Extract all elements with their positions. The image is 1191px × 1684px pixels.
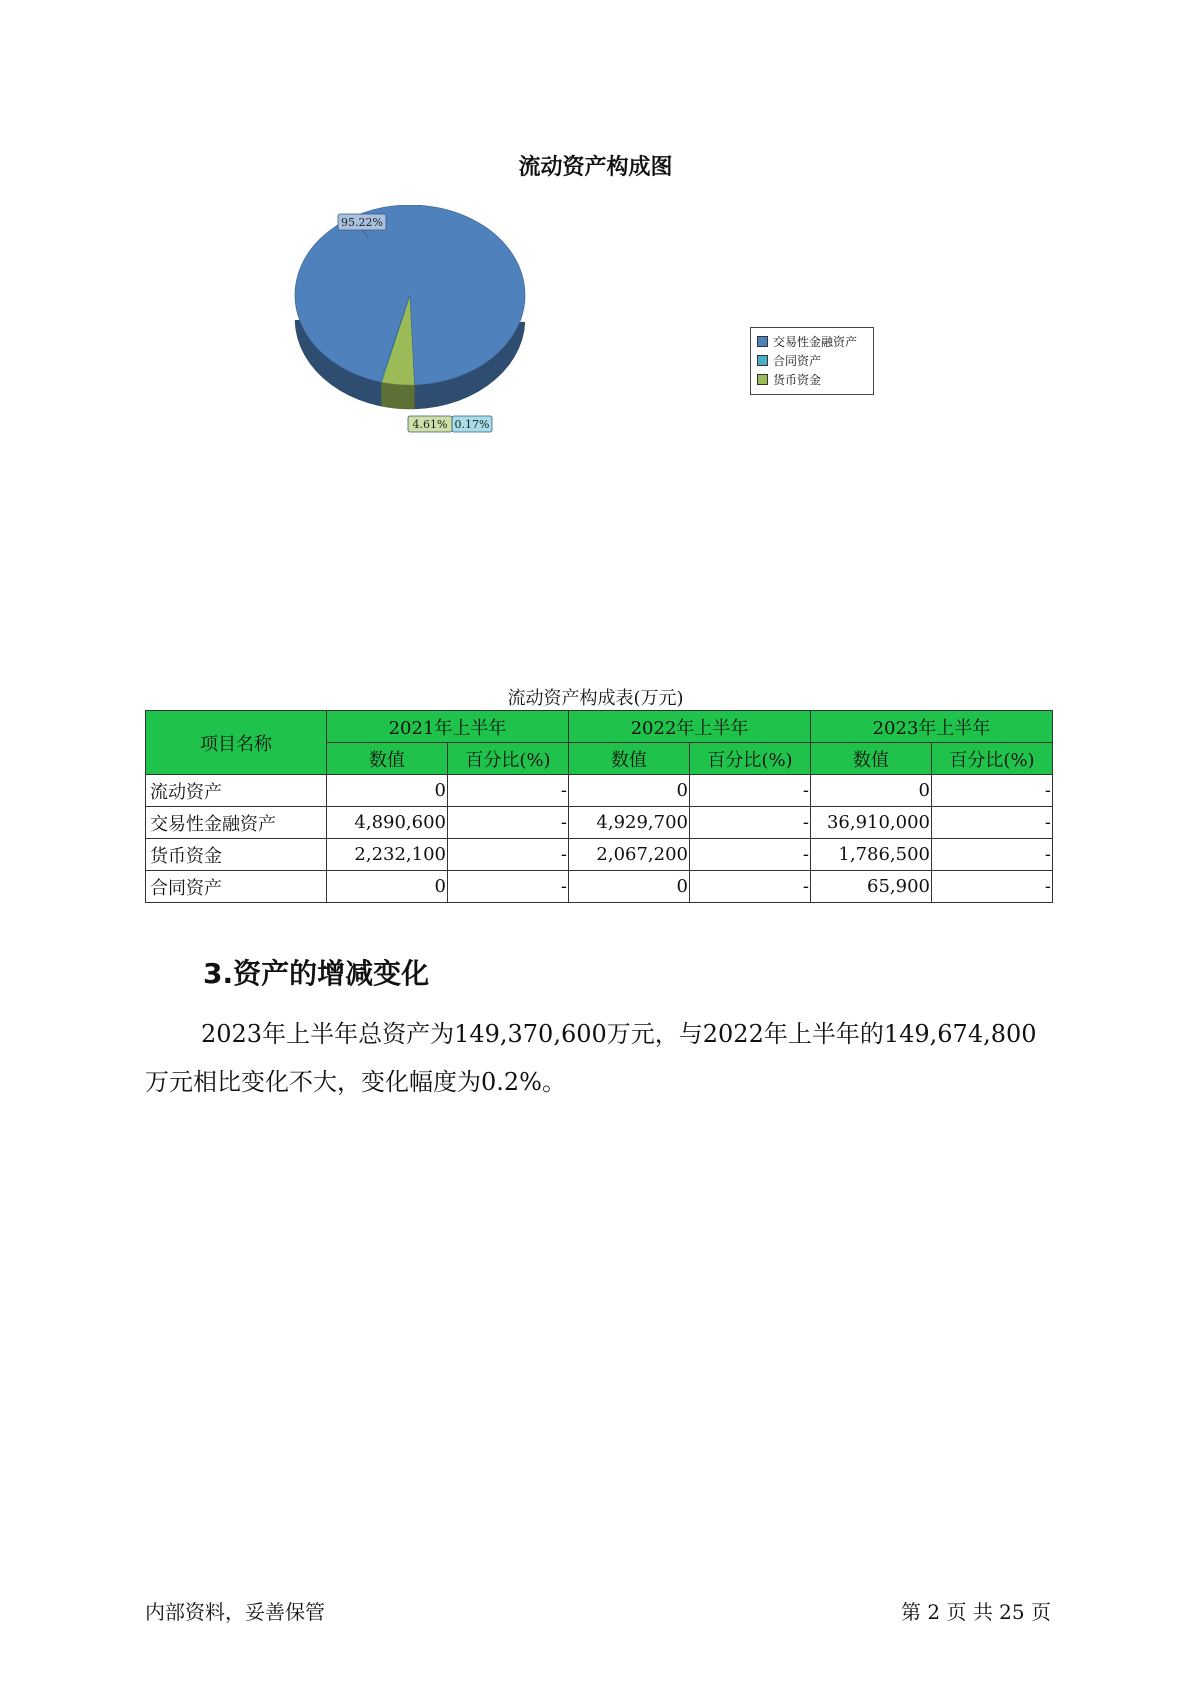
cell-percent: -: [932, 807, 1053, 839]
subheader-value: 数值: [569, 743, 690, 775]
subheader-percent: 百分比(%): [690, 743, 811, 775]
table-header-row: [146, 711, 1053, 743]
cell-percent: -: [932, 775, 1053, 807]
table-caption: 流动资产构成表(万元): [507, 688, 684, 709]
chart-title: 流动资产构成图: [518, 155, 673, 180]
footer-confidential: 内部资料，妥善保管: [145, 1600, 325, 1624]
header-period: 2023年上半年: [811, 711, 1053, 743]
table-row: [146, 775, 1053, 807]
cell-percent: -: [932, 839, 1053, 871]
subheader-value: 数值: [811, 743, 932, 775]
cell-value: 0: [569, 871, 690, 903]
cell-value: 4,890,600: [327, 807, 448, 839]
cell-percent: -: [448, 839, 569, 871]
legend-item: [757, 332, 867, 351]
header-period: 2021年上半年: [327, 711, 569, 743]
pie-data-label: [452, 416, 492, 432]
table-row: [146, 871, 1053, 903]
legend-label: 交易性金融资产: [773, 335, 858, 349]
svg-text:0.17%: 0.17%: [454, 418, 490, 431]
row-name: 流动资产: [146, 775, 327, 807]
legend-swatch: [757, 374, 768, 385]
header-period: 2022年上半年: [569, 711, 811, 743]
cell-percent: -: [932, 871, 1053, 903]
legend-item: [757, 351, 867, 370]
cell-value: 0: [811, 775, 932, 807]
pie-data-label: [338, 214, 386, 230]
row-name: 交易性金融资产: [146, 807, 327, 839]
footer-page-number: 第 2 页 共 25 页: [901, 1600, 1051, 1624]
table-row: [146, 839, 1053, 871]
legend-swatch: [757, 355, 768, 366]
row-name: 合同资产: [146, 871, 327, 903]
paragraph-text: 2023年上半年总资产为149,370,600万元，与2022年上半年的149,674,800万元相比变化不大，变化幅度为0.2%。: [145, 1020, 1037, 1096]
legend-item: [757, 370, 867, 389]
row-name: 货币资金: [146, 839, 327, 871]
cell-percent: -: [690, 775, 811, 807]
cell-percent: -: [690, 807, 811, 839]
svg-text:4.61%: 4.61%: [412, 418, 448, 431]
chart-legend: [750, 327, 874, 395]
subheader-percent: 百分比(%): [932, 743, 1053, 775]
header-item-name: 项目名称: [146, 711, 327, 775]
legend-label: 合同资产: [773, 354, 822, 368]
cell-percent: -: [690, 871, 811, 903]
cell-value: 65,900: [811, 871, 932, 903]
legend-swatch: [757, 336, 768, 347]
cell-percent: -: [690, 839, 811, 871]
cell-percent: -: [448, 775, 569, 807]
cell-value: 36,910,000: [811, 807, 932, 839]
pie-data-label: [408, 416, 452, 432]
cell-percent: -: [448, 871, 569, 903]
cell-value: 2,232,100: [327, 839, 448, 871]
cell-percent: -: [448, 807, 569, 839]
cell-value: 0: [327, 775, 448, 807]
pie-slice-side: [382, 382, 415, 409]
table-row: [146, 807, 1053, 839]
svg-text:95.22%: 95.22%: [341, 216, 383, 229]
subheader-percent: 百分比(%): [448, 743, 569, 775]
cell-value: 2,067,200: [569, 839, 690, 871]
current-assets-table: [145, 710, 1053, 903]
cell-value: 1,786,500: [811, 839, 932, 871]
legend-label: 货币资金: [773, 373, 822, 387]
section-heading: 3.资产的增减变化: [203, 957, 430, 990]
cell-value: 4,929,700: [569, 807, 690, 839]
cell-value: 0: [569, 775, 690, 807]
section-paragraph: [145, 1010, 1050, 1106]
pie-chart: [290, 205, 570, 445]
subheader-value: 数值: [327, 743, 448, 775]
cell-value: 0: [327, 871, 448, 903]
